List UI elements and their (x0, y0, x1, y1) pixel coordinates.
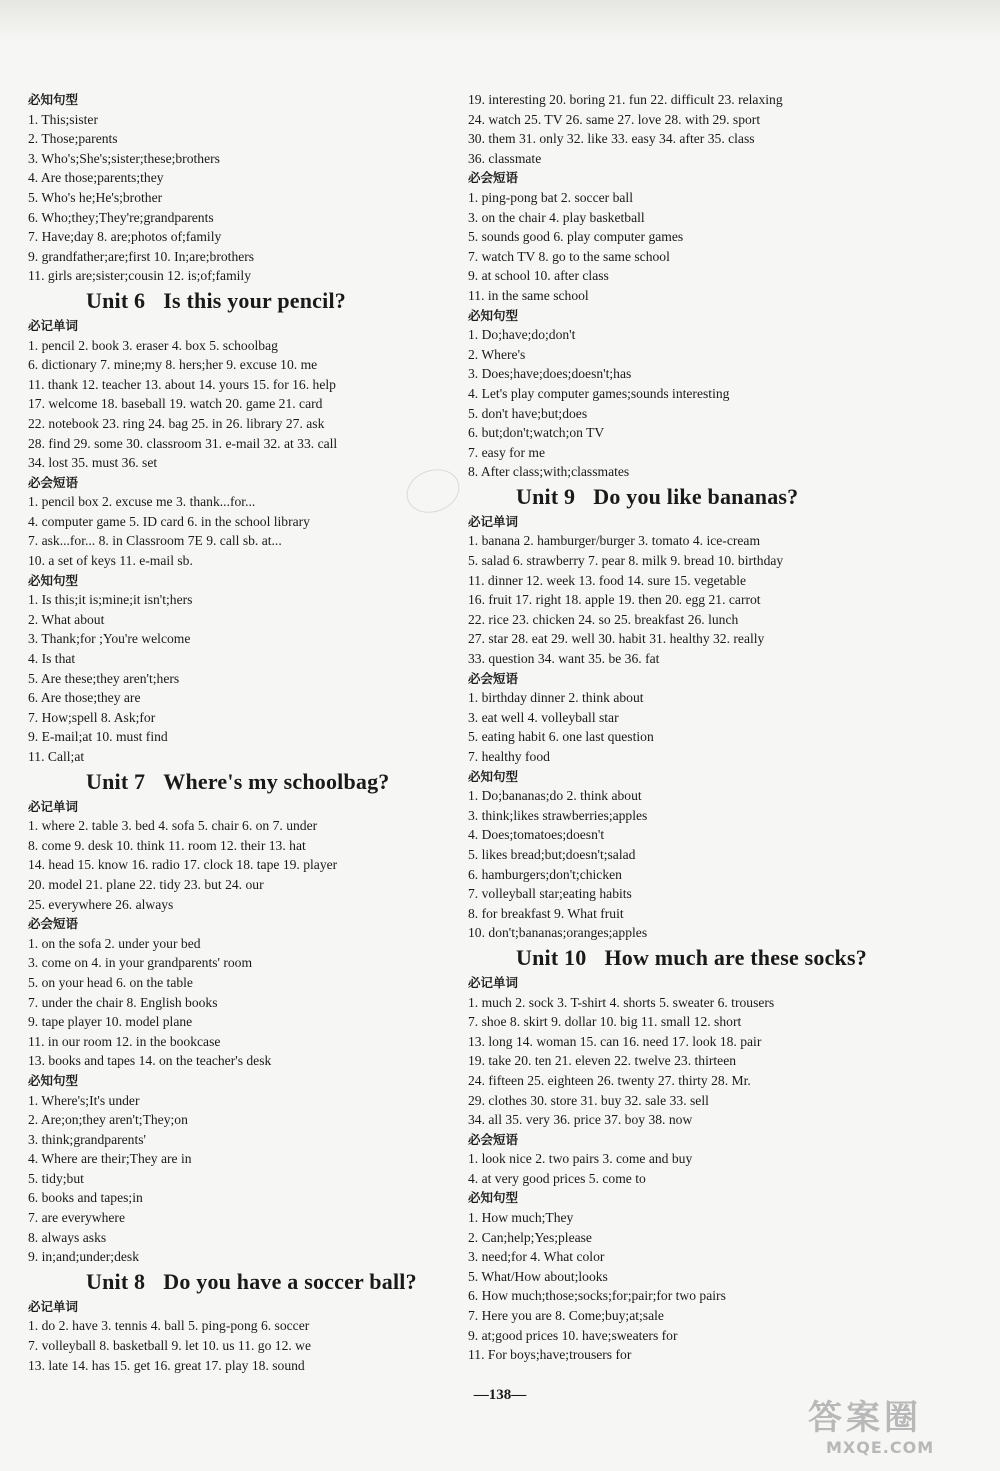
answer-line: 3. think;likes strawberries;apples (468, 807, 648, 823)
answer-line: 4. Does;tomatoes;doesn't (468, 827, 605, 843)
answer-line: 7. are everywhere (28, 1210, 125, 1226)
unit-number: Unit 6 (86, 287, 146, 313)
answer-line: 7. Here you are 8. Come;buy;at;sale (468, 1308, 664, 1324)
unit-heading (28, 767, 458, 797)
answer-line: 8. come 9. desk 10. think 11. room 12. their 13. hat (28, 837, 306, 853)
answer-line: 5. don't have;but;does (468, 405, 588, 421)
answer-line: 2. Are;on;they aren't;They;on (28, 1112, 188, 1128)
answer-line: 7. shoe 8. skirt 9. dollar 10. big 11. small 12. short (468, 1014, 742, 1030)
answer-line: 9. at;good prices 10. have;sweaters for (468, 1327, 678, 1343)
answer-line: 4. computer game 5. ID card 6. in the school library (28, 513, 310, 529)
answer-line: 3. Thank;for ;You're welcome (28, 631, 191, 647)
unit-heading (28, 1267, 458, 1297)
unit-number: Unit 7 (86, 768, 146, 794)
answer-line: 7. How;spell 8. Ask;for (28, 709, 156, 725)
answer-line: 1. birthday dinner 2. think about (468, 690, 644, 706)
answer-line: 11. girls are;sister;cousin 12. is;of;family (28, 268, 252, 284)
unit-number: Unit 9 (516, 483, 576, 509)
answer-line: 11. in our room 12. in the bookcase (28, 1033, 221, 1049)
unit-heading (468, 482, 973, 512)
answer-line: 5. likes bread;but;doesn't;salad (468, 846, 636, 862)
answer-line: 8. After class;with;classmates (468, 464, 630, 480)
answer-line: 1. Where's;It's under (28, 1092, 140, 1108)
answer-line: 24. watch 25. TV 26. same 27. love 28. with 29. sport (468, 111, 761, 127)
answer-line: 5. Are these;they aren't;hers (28, 670, 180, 686)
answer-line: 17. welcome 18. baseball 19. watch 20. game 21. card (28, 396, 323, 412)
section-heading: 必知句型 (468, 1190, 519, 1206)
answer-line: 1. pencil 2. book 3. eraser 4. box 5. schoolbag (28, 337, 278, 353)
answer-line: 9. tape player 10. model plane (28, 1014, 193, 1030)
answer-line: 3. come on 4. in your grandparents' room (28, 955, 253, 971)
unit-number: Unit 8 (86, 1268, 146, 1294)
answer-line: 7. healthy food (468, 749, 550, 764)
answer-line: 1. ping-pong bat 2. soccer ball (468, 189, 633, 205)
answer-line: 22. notebook 23. ring 24. bag 25. in 26. library 27. ask (28, 415, 325, 431)
answer-line: 2. Those;parents (28, 131, 118, 147)
answer-line: 11. thank 12. teacher 13. about 14. yours 15. for 16. help (28, 376, 336, 392)
answer-line: 3. eat well 4. volleyball star (468, 709, 619, 725)
answer-line: 5. salad 6. strawberry 7. pear 8. milk 9. bread 10. birthday (468, 553, 784, 569)
answer-line: 5. What/How about;looks (468, 1268, 608, 1284)
answer-column-left (28, 90, 458, 1375)
answer-line: 11. dinner 12. week 13. food 14. sure 15. vegetable (468, 572, 747, 588)
answer-line: 3. Does;have;does;doesn't;has (468, 366, 632, 382)
answer-line: 22. rice 23. chicken 24. so 25. breakfast 26. lunch (468, 611, 739, 627)
section-heading: 必会短语 (468, 670, 519, 686)
answer-line: 4. at very good prices 5. come to (468, 1170, 646, 1186)
answer-column-right (468, 90, 973, 1365)
answer-line: 7. ask...for... 8. in Classroom 7E 9. call sb. at... (28, 533, 282, 549)
answer-line: 1. do 2. have 3. tennis 4. ball 5. ping-pong 6. soccer (28, 1318, 310, 1334)
answer-line: 6. hamburgers;don't;chicken (468, 866, 622, 882)
answer-line: 6. Who;they;They're;grandparents (28, 209, 214, 225)
answer-line: 3. Who's;She's;sister;these;brothers (28, 150, 220, 166)
unit-title: Do you have a soccer ball? (163, 1268, 417, 1294)
page-number: —138— (473, 1387, 527, 1403)
section-heading: 必知句型 (468, 768, 519, 784)
unit-number: Unit 10 (516, 944, 587, 970)
answer-line: 6. but;don't;watch;on TV (468, 425, 605, 441)
answer-line: 5. tidy;but (28, 1170, 84, 1186)
answer-line: 1. look nice 2. two pairs 3. come and buy (468, 1151, 693, 1167)
answer-line: 34. all 35. very 36. price 37. boy 38. now (468, 1112, 693, 1128)
answer-line: 10. a set of keys 11. e-mail sb. (28, 553, 193, 569)
answer-line: 6. dictionary 7. mine;my 8. hers;her 9. excuse 10. me (28, 357, 318, 373)
answer-line: 33. question 34. want 35. be 36. fat (468, 651, 660, 667)
answer-line: 7. easy for me (468, 444, 546, 460)
unit-title: Do you like bananas? (593, 483, 799, 509)
answer-line: 9. grandfather;are;first 10. In;are;brothers (28, 248, 255, 264)
answer-line: 6. Are those;they are (28, 690, 141, 706)
answer-line: 3. on the chair 4. play basketball (468, 209, 645, 225)
answer-line: 5. on your head 6. on the table (28, 974, 193, 990)
answer-line: 1. This;sister (28, 111, 98, 127)
answer-line: 1. Do;have;do;don't (468, 327, 576, 343)
answer-line: 28. find 29. some 30. classroom 31. e-mail 32. at 33. call (28, 435, 338, 451)
answer-line: 1. much 2. sock 3. T-shirt 4. shorts 5. sweater 6. trousers (468, 994, 775, 1010)
section-heading: 必记单词 (468, 974, 519, 990)
answer-line: 7. watch TV 8. go to the same school (468, 248, 670, 264)
answer-line: 5. Who's he;He's;brother (28, 189, 163, 205)
unit-heading (28, 286, 458, 316)
answer-line: 3. need;for 4. What color (468, 1249, 605, 1265)
section-heading: 必会短语 (468, 170, 519, 186)
answer-line: 8. for breakfast 9. What fruit (468, 905, 624, 921)
section-heading: 必记单词 (28, 798, 79, 814)
section-heading: 必知句型 (28, 572, 79, 588)
answer-line: 27. star 28. eat 29. well 30. habit 31. healthy 32. really (468, 631, 765, 647)
unit-title: How much are these socks? (604, 944, 867, 970)
answer-line: 2. Can;help;Yes;please (468, 1229, 592, 1245)
answer-line: 5. eating habit 6. one last question (468, 729, 654, 745)
answer-line: 19. interesting 20. boring 21. fun 22. difficult 23. relaxing (468, 92, 783, 107)
answer-line: 1. pencil box 2. excuse me 3. thank...for... (28, 494, 256, 510)
answer-line: 2. What about (28, 611, 105, 627)
answer-line: 4. Are those;parents;they (28, 170, 164, 186)
answer-line: 14. head 15. know 16. radio 17. clock 18. tape 19. player (28, 857, 338, 873)
section-heading: 必记单词 (468, 513, 519, 529)
answer-line: 1. How much;They (468, 1210, 574, 1226)
unit-title: Where's my schoolbag? (163, 768, 390, 794)
answer-line: 13. long 14. woman 15. can 16. need 17. look 18. pair (468, 1033, 762, 1049)
section-heading: 必知句型 (28, 1072, 79, 1088)
answer-line: 25. everywhere 26. always (28, 896, 174, 912)
watermark-logo (808, 1398, 988, 1462)
answer-line: 6. books and tapes;in (28, 1190, 143, 1206)
unit-heading (468, 943, 973, 973)
answer-line: 1. Is this;it is;mine;it isn't;hers (28, 592, 193, 608)
section-heading: 必知句型 (468, 307, 519, 323)
answer-line: 1. banana 2. hamburger/burger 3. tomato 4. ice-cream (468, 533, 761, 549)
section-heading: 必记单词 (28, 1298, 79, 1314)
answer-line: 7. volleyball star;eating habits (468, 886, 632, 902)
answer-line: 13. late 14. has 15. get 16. great 17. play 18. sound (28, 1357, 305, 1373)
section-heading: 必会短语 (28, 474, 79, 490)
answer-line: 9. at school 10. after class (468, 268, 609, 284)
watermark-domain: MXQE.COM (826, 1438, 935, 1457)
answer-line: 1. on the sofa 2. under your bed (28, 935, 201, 951)
section-heading: 必知句型 (28, 92, 79, 107)
answer-line: 4. Where are their;They are in (28, 1151, 192, 1167)
answer-line: 8. always asks (28, 1229, 107, 1245)
answer-line: 11. Call;at (28, 749, 85, 764)
answer-line: 5. sounds good 6. play computer games (468, 229, 684, 245)
answer-line: 9. E-mail;at 10. must find (28, 729, 168, 745)
answer-line: 20. model 21. plane 22. tidy 23. but 24. our (28, 876, 264, 892)
answer-line: 29. clothes 30. store 31. buy 32. sale 33. sell (468, 1092, 709, 1108)
answer-line: 13. books and tapes 14. on the teacher's desk (28, 1053, 272, 1069)
section-heading: 必会短语 (28, 916, 79, 932)
page-top-shading (0, 0, 1000, 40)
answer-line: 4. Let's play computer games;sounds interesting (468, 385, 730, 401)
answer-line: 7. Have;day 8. are;photos of;family (28, 229, 222, 245)
answer-line: 7. under the chair 8. English books (28, 994, 218, 1010)
answer-line: 3. think;grandparents' (28, 1131, 146, 1147)
answer-line: 6. How much;those;socks;for;pair;for two pairs (468, 1288, 726, 1304)
answer-line: 19. take 20. ten 21. eleven 22. twelve 23. thirteen (468, 1053, 737, 1069)
answer-line: 7. volleyball 8. basketball 9. let 10. us 11. go 12. we (28, 1338, 312, 1354)
answer-line: 36. classmate (468, 150, 542, 166)
unit-title: Is this your pencil? (163, 287, 346, 313)
answer-line: 4. Is that (28, 651, 76, 667)
answer-line: 24. fifteen 25. eighteen 26. twenty 27. thirty 28. Mr. (468, 1072, 751, 1088)
answer-line: 11. For boys;have;trousers for (468, 1347, 632, 1363)
answer-line: 11. in the same school (468, 287, 589, 303)
answer-line: 34. lost 35. must 36. set (28, 455, 158, 471)
answer-line: 9. in;and;under;desk (28, 1249, 139, 1265)
answer-line: 1. where 2. table 3. bed 4. sofa 5. chair 6. on 7. under (28, 818, 318, 834)
section-heading: 必记单词 (28, 317, 79, 333)
answer-line: 10. don't;bananas;oranges;apples (468, 925, 648, 941)
answer-line: 2. Where's (468, 346, 526, 362)
answer-line: 16. fruit 17. right 18. apple 19. then 20. egg 21. carrot (468, 592, 761, 608)
section-heading: 必会短语 (468, 1131, 519, 1147)
answer-line: 30. them 31. only 32. like 33. easy 34. after 35. class (468, 131, 755, 147)
answer-line: 1. Do;bananas;do 2. think about (468, 788, 642, 804)
watermark-text: 答案圈 (808, 1398, 922, 1438)
